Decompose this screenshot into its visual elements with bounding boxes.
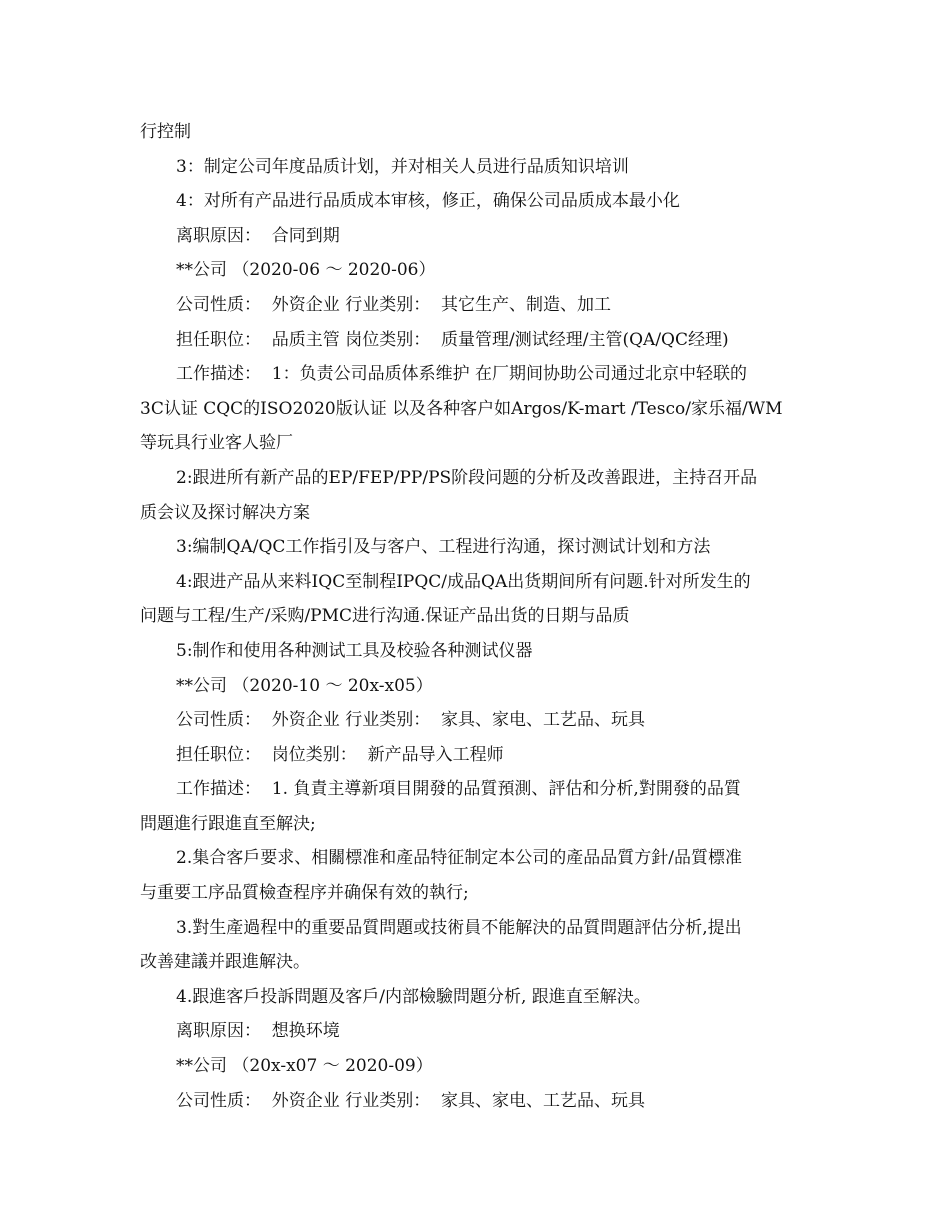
text-line: 3:编制QA/QC工作指引及与客户、工程进行沟通，探讨测试计划和方法 <box>176 537 711 558</box>
text-line: 担任职位： 品质主管 岗位类别： 质量管理/测试经理/主管(QA/QC经理) <box>176 329 729 350</box>
resume-body-text <box>140 115 830 1118</box>
text-line: 2.集合客戶要求、相關標准和產品特征制定本公司的產品品質方針/品質標准 <box>176 848 742 869</box>
text-line: 离职原因： 合同到期 <box>176 225 340 246</box>
text-line: 工作描述： 1：负责公司品质体系维护 在厂期间协助公司通过北京中轻联的 <box>176 364 748 385</box>
text-line: 担任职位： 岗位类别： 新产品导入工程师 <box>176 744 504 765</box>
text-line: 改善建議并跟進解決。 <box>140 952 310 973</box>
text-line: 质会议及探讨解决方案 <box>140 502 310 523</box>
text-line: 3.對生產過程中的重要品質問題或技術員不能解決的品質問題評估分析,提出 <box>176 917 742 938</box>
text-line: 5:制作和使用各种测试工具及校验各种测试仪器 <box>176 640 533 661</box>
text-line: **公司 （2020-10 ～ 20x-x05） <box>176 675 433 696</box>
text-line: 3：制定公司年度品质计划，并对相关人员进行品质知识培训 <box>176 156 629 177</box>
text-line: 4.跟進客戶投訴問題及客戶/内部檢驗問題分析, 跟進直至解決。 <box>176 986 651 1007</box>
text-line: 公司性质： 外资企业 行业类别： 其它生产、制造、加工 <box>176 294 612 315</box>
text-line: 问题与工程/生产/采购/PMC进行沟通.保证产品出货的日期与品质 <box>140 606 630 627</box>
text-line: 离职原因： 想换环境 <box>176 1021 340 1042</box>
text-line: 工作描述： 1. 負責主導新項目開發的品質預測、評估和分析,對開發的品質 <box>176 779 741 800</box>
text-line: **公司 （2020-06 ～ 2020-06） <box>176 260 436 281</box>
text-line: 4：对所有产品进行品质成本审核，修正，确保公司品质成本最小化 <box>176 191 680 212</box>
text-line: 公司性质： 外资企业 行业类别： 家具、家电、工艺品、玩具 <box>176 710 646 731</box>
text-line: 問題進行跟進直至解決; <box>140 813 316 834</box>
text-line: 行控制 <box>140 122 191 142</box>
text-line: 3C认证 CQC的ISO2020版认证 以及各种客户如Argos/K-mart /Tesco/家乐福/WM <box>140 398 783 419</box>
text-line: 与重要工序品質檢查程序并确保有效的執行; <box>140 883 469 904</box>
text-line: **公司 （20x-x07 ～ 2020-09） <box>176 1056 433 1077</box>
text-line: 等玩具行业客人验厂 <box>140 433 293 454</box>
text-line: 公司性质： 外资企业 行业类别： 家具、家电、工艺品、玩具 <box>176 1090 646 1111</box>
text-line: 4:跟进产品从来料IQC至制程IPQC/成品QA出货期间所有问题.针对所发生的 <box>176 571 751 592</box>
text-line: 2:跟进所有新产品的EP/FEP/PP/PS阶段问题的分析及改善跟进，主持召开品 <box>176 467 758 488</box>
